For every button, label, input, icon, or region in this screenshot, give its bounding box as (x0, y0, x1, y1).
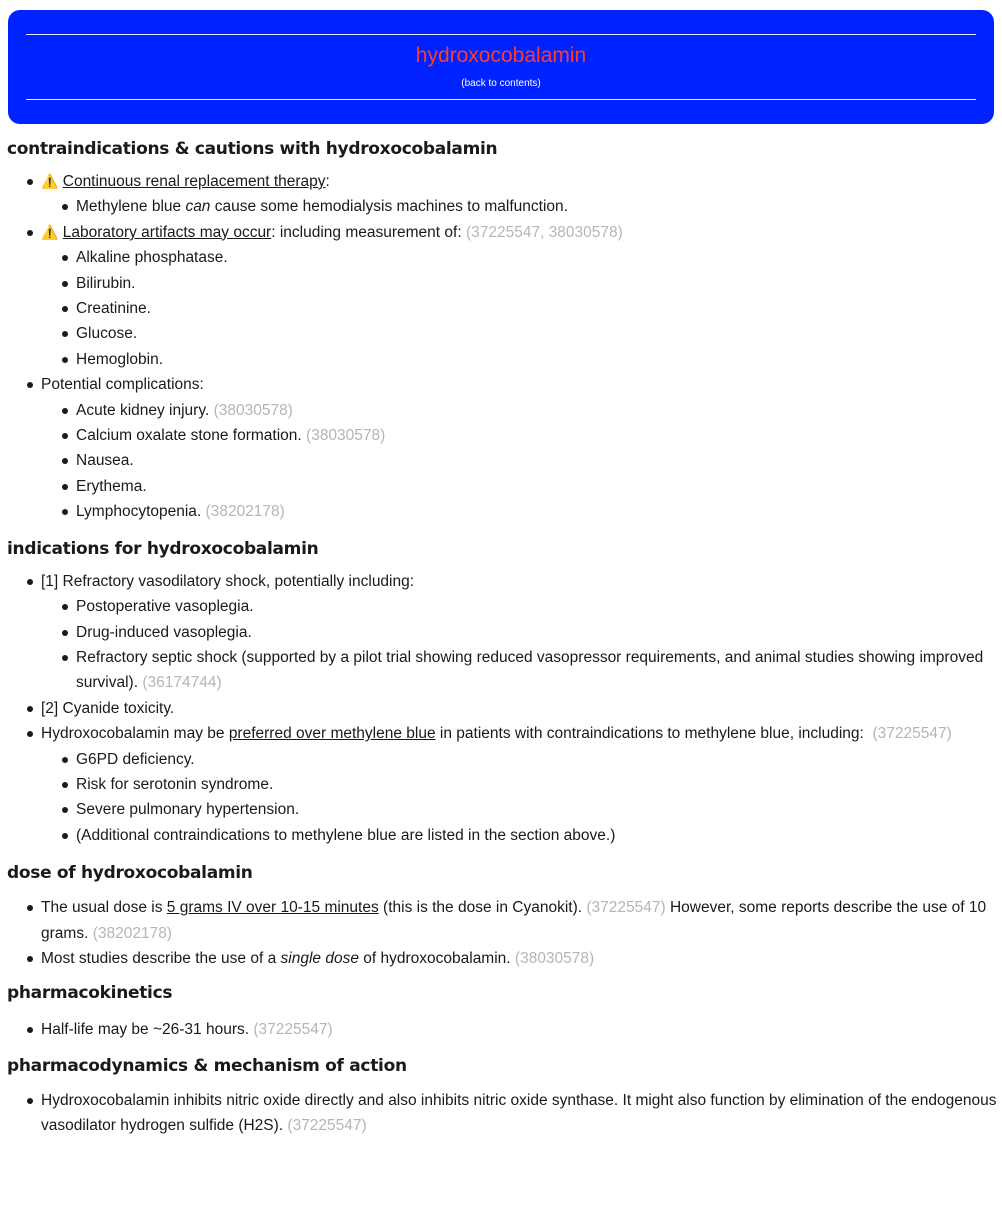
list-item (76, 499, 1002, 524)
warning-icon: ⚠️ (41, 223, 59, 240)
text: cause some hemodialysis machines to malfunction. (210, 198, 568, 216)
reference-citation: (37225547, 38030578) (465, 223, 623, 241)
list-item: Postoperative vasoplegia. (76, 594, 1002, 619)
list-item-mechanism (41, 1088, 1002, 1139)
list-item-cyanide: [2] Cyanide toxicity. (41, 696, 1002, 721)
pharmacokinetics-list (0, 1017, 1002, 1042)
reference-citation: (37225547) (872, 725, 952, 743)
list-item-complications (41, 372, 1002, 524)
text: Acute kidney injury. (76, 401, 214, 419)
list-item: Severe pulmonary hypertension. (76, 797, 1002, 822)
list-item-usual-dose (41, 895, 1002, 946)
emphasis-text: can (185, 198, 211, 216)
dose-heading: dose of hydroxocobalamin (7, 863, 253, 884)
reference-citation: (38202178) (92, 924, 172, 942)
text: [1] Refractory vasodilatory shock, potentially including: (41, 572, 415, 590)
pharmacodynamics-list (0, 1088, 1002, 1139)
dose-list (0, 895, 1002, 971)
text: Nausea. (76, 452, 134, 470)
list-item: Hemoglobin. (76, 347, 1002, 372)
text: Calcium oxalate stone formation. (76, 427, 307, 445)
header-bottom-divider (26, 99, 976, 100)
text: However, some reports describe the use of 10 grams. (41, 899, 987, 942)
list-item (76, 423, 1002, 448)
text: in patients with contraindications to methylene blue, including: (435, 725, 873, 743)
pharmacodynamics-heading: pharmacodynamics & mechanism of action (7, 1055, 407, 1076)
list-item-shock (41, 569, 1002, 696)
text: Hydroxocobalamin inhibits nitric oxide directly and also inhibits nitric oxide synthase. It might also function by elimination of the endogenous vasodilator hydrogen sulfide (H2S). (41, 1091, 997, 1135)
back-to-contents-link[interactable]: (back to contents) (461, 78, 541, 89)
list-item: Alkaline phosphatase. (76, 245, 1002, 270)
list-item (76, 194, 1002, 219)
reference-citation: (37225547) (586, 899, 666, 917)
emphasis-text: single dose (280, 949, 359, 967)
reference-citation: (38202178) (205, 503, 285, 521)
list-item (76, 398, 1002, 423)
crrt-link[interactable]: Continuous renal replacement therapy (62, 173, 326, 190)
header-top-divider (26, 34, 976, 35)
crrt-colon: : (325, 173, 330, 190)
text: (this is the dose in Cyanokit). (378, 899, 587, 917)
list-item-single-dose (41, 946, 1002, 971)
list-item (76, 645, 1002, 696)
warning-icon: ⚠️ (41, 173, 59, 189)
reference-citation: (37225547) (253, 1021, 333, 1039)
page-header (8, 10, 994, 124)
list-item: Creatinine. (76, 296, 1002, 321)
text: Refractory septic shock (supported by a pilot trial showing reduced vasopressor requirements, and animal studies showing improved survival). (76, 648, 984, 692)
reference-citation: (37225547) (287, 1117, 367, 1135)
list-item: Risk for serotonin syndrome. (76, 772, 1002, 797)
reference-citation: (38030578) (514, 949, 595, 967)
pharmacokinetics-heading: pharmacokinetics (7, 983, 173, 1004)
text: Potential complications: (41, 376, 204, 394)
indications-list (0, 569, 1002, 848)
text: of hydroxocobalamin. (358, 949, 515, 967)
lab-artifacts-link[interactable]: Laboratory artifacts may occur (62, 223, 272, 241)
list-item: Bilirubin. (76, 271, 1002, 296)
text: Half-life may be ~26-31 hours. (41, 1021, 254, 1039)
page-title: hydroxocobalamin (415, 44, 587, 67)
list-item (76, 448, 1002, 473)
list-item: (Additional contraindications to methylene blue are listed in the section above.) (76, 823, 1002, 848)
text: The usual dose is (41, 899, 167, 917)
list-item-half-life (41, 1017, 1002, 1042)
list-item-lab-artifacts (41, 220, 1002, 372)
reference-citation: (38030578) (213, 401, 293, 419)
dose-link[interactable]: 5 grams IV over 10-15 minutes (166, 899, 379, 917)
text: Hydroxocobalamin may be (41, 725, 229, 743)
reference-citation: (38030578) (306, 427, 386, 445)
contraindications-heading: contraindications & cautions with hydroxocobalamin (7, 139, 498, 159)
text: Methylene blue (76, 198, 186, 216)
text: : including measurement of: (271, 223, 466, 241)
list-item-preferred (41, 721, 1002, 848)
list-item-crrt (41, 169, 1002, 220)
text: Most studies describe the use of a (41, 949, 281, 967)
text: Erythema. (76, 477, 147, 495)
list-item: G6PD deficiency. (76, 747, 1002, 772)
text: Lymphocytopenia. (76, 503, 206, 521)
contraindications-list (0, 169, 1002, 525)
preferred-over-methylene-blue-link[interactable]: preferred over methylene blue (228, 725, 436, 743)
list-item (76, 474, 1002, 499)
list-item: Drug-induced vasoplegia. (76, 620, 1002, 645)
indications-heading: indications for hydroxocobalamin (7, 538, 319, 559)
reference-citation: (36174744) (142, 674, 222, 692)
list-item: Glucose. (76, 321, 1002, 346)
